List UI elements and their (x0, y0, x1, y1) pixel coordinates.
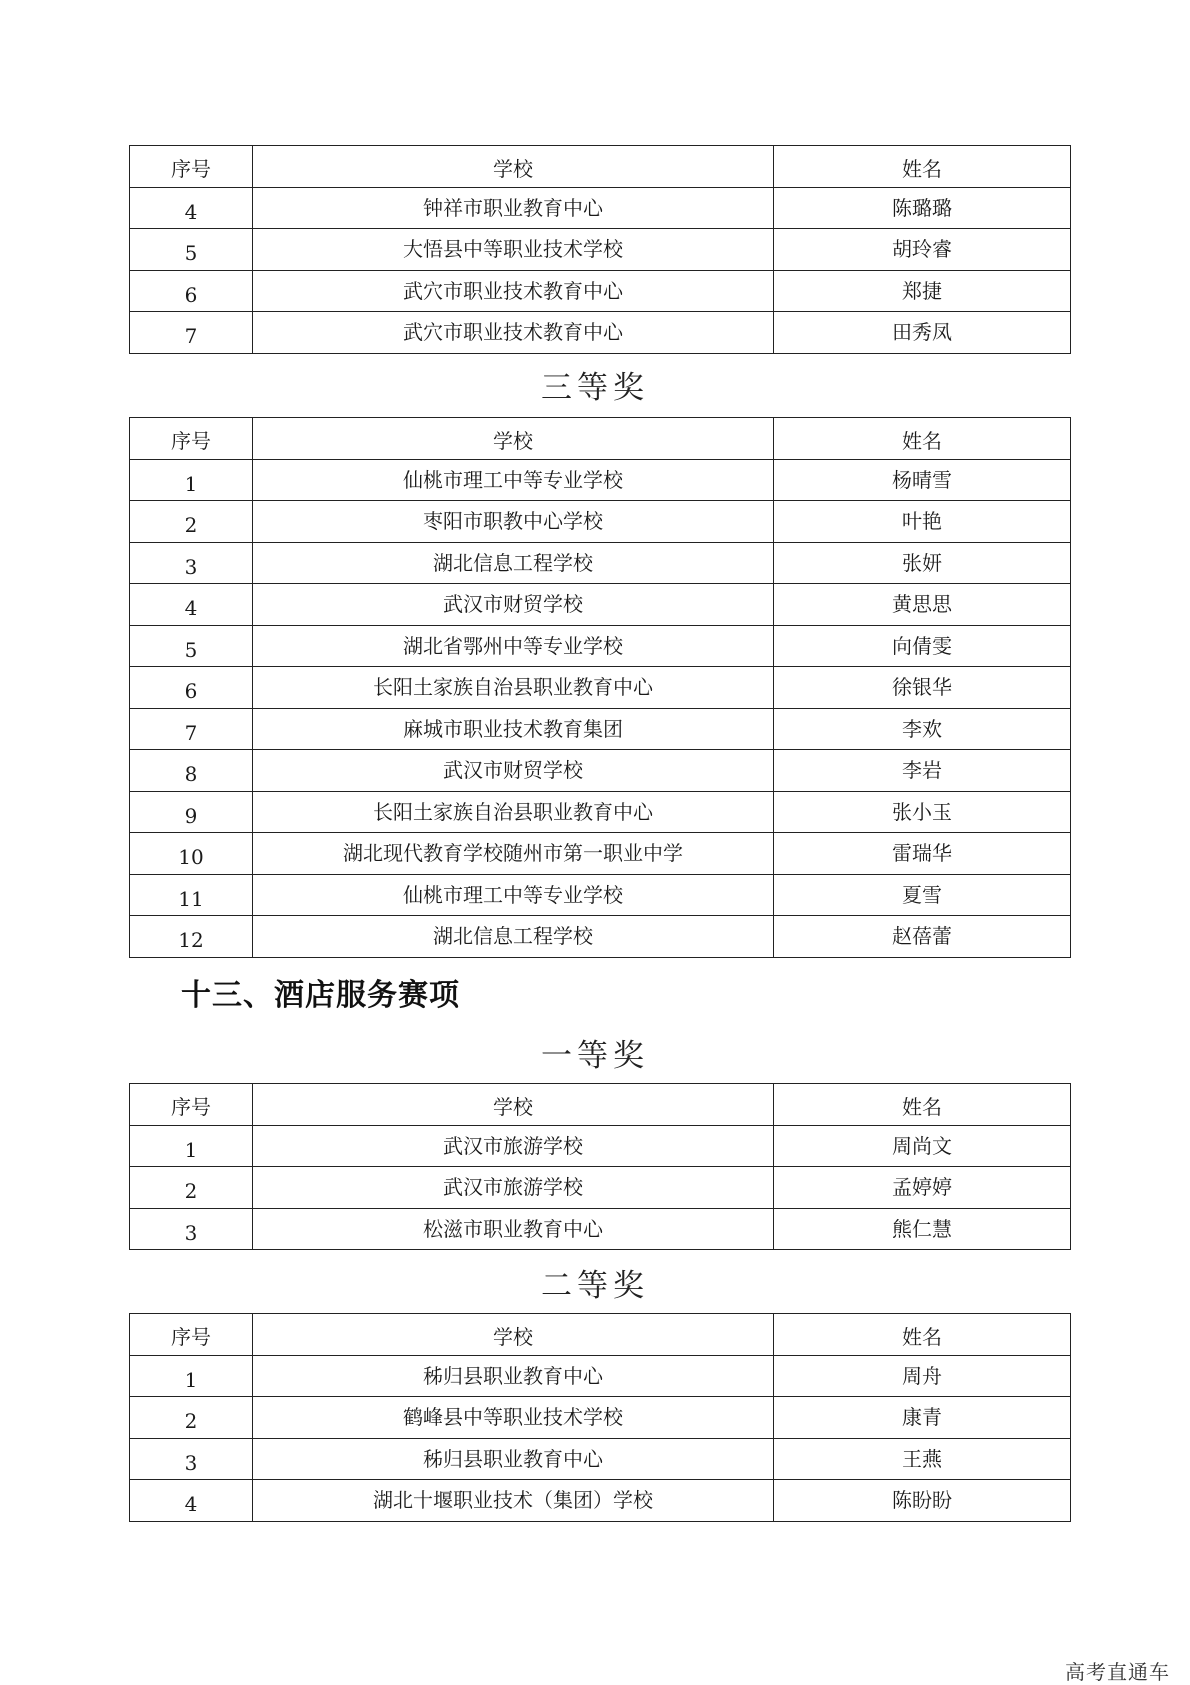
award-table-3 (129, 1083, 1071, 1250)
cell-name: 郑捷 (774, 270, 1071, 312)
cell-num: 5 (130, 229, 253, 271)
cell-num: 10 (130, 833, 253, 875)
cell-name: 周舟 (774, 1355, 1071, 1397)
header-name: 姓名 (774, 418, 1071, 460)
cell-name: 王燕 (774, 1438, 1071, 1480)
cell-name: 向倩雯 (774, 625, 1071, 667)
cell-school: 武汉市财贸学校 (253, 584, 774, 626)
cell-school: 湖北信息工程学校 (253, 916, 774, 958)
cell-name: 张小玉 (774, 791, 1071, 833)
cell-num: 7 (130, 312, 253, 354)
table-row (130, 1480, 1071, 1522)
cell-name: 徐银华 (774, 667, 1071, 709)
cell-name: 周尚文 (774, 1125, 1071, 1167)
cell-name: 黄思思 (774, 584, 1071, 626)
award-table-2 (129, 417, 1071, 958)
table-header-row (130, 146, 1071, 188)
cell-school: 仙桃市理工中等专业学校 (253, 459, 774, 501)
table-row (130, 1125, 1071, 1167)
cell-school: 武穴市职业技术教育中心 (253, 312, 774, 354)
cell-school: 麻城市职业技术教育集团 (253, 708, 774, 750)
cell-num: 12 (130, 916, 253, 958)
cell-num: 9 (130, 791, 253, 833)
table-row (130, 1355, 1071, 1397)
cell-name: 雷瑞华 (774, 833, 1071, 875)
header-school: 学校 (253, 1314, 774, 1356)
award-level-title: 三等奖 (541, 370, 649, 406)
cell-school: 大悟县中等职业技术学校 (253, 229, 774, 271)
cell-school: 湖北省鄂州中等专业学校 (253, 625, 774, 667)
cell-num: 2 (130, 501, 253, 543)
cell-school: 枣阳市职教中心学校 (253, 501, 774, 543)
cell-name: 孟婷婷 (774, 1167, 1071, 1209)
cell-school: 秭归县职业教育中心 (253, 1438, 774, 1480)
table-row (130, 916, 1071, 958)
header-num: 序号 (130, 146, 253, 188)
cell-school: 武汉市财贸学校 (253, 750, 774, 792)
cell-name: 陈璐璐 (774, 187, 1071, 229)
table-header-row (130, 1084, 1071, 1126)
cell-school: 鹤峰县中等职业技术学校 (253, 1397, 774, 1439)
award-level-title: 二等奖 (541, 1268, 649, 1304)
table-row (130, 270, 1071, 312)
header-school: 学校 (253, 1084, 774, 1126)
table-row (130, 708, 1071, 750)
cell-num: 8 (130, 750, 253, 792)
cell-num: 3 (130, 542, 253, 584)
cell-num: 6 (130, 270, 253, 312)
cell-num: 4 (130, 584, 253, 626)
table-row (130, 584, 1071, 626)
cell-num: 1 (130, 1355, 253, 1397)
table-row (130, 542, 1071, 584)
cell-name: 张妍 (774, 542, 1071, 584)
table-row (130, 1397, 1071, 1439)
cell-num: 2 (130, 1167, 253, 1209)
header-school: 学校 (253, 146, 774, 188)
award-table-1 (129, 145, 1071, 354)
cell-name: 康青 (774, 1397, 1071, 1439)
table-row (130, 1167, 1071, 1209)
cell-num: 1 (130, 459, 253, 501)
cell-num: 11 (130, 874, 253, 916)
cell-school: 武汉市旅游学校 (253, 1167, 774, 1209)
cell-school: 钟祥市职业教育中心 (253, 187, 774, 229)
cell-name: 李岩 (774, 750, 1071, 792)
cell-name: 胡玲睿 (774, 229, 1071, 271)
cell-school: 武汉市旅游学校 (253, 1125, 774, 1167)
award-table-4 (129, 1313, 1071, 1522)
watermark: 高考直通车 (1065, 1660, 1170, 1684)
table-row (130, 667, 1071, 709)
table-row (130, 312, 1071, 354)
cell-num: 6 (130, 667, 253, 709)
table-row (130, 874, 1071, 916)
table-header-row (130, 1314, 1071, 1356)
table-header-row (130, 418, 1071, 460)
cell-school: 长阳土家族自治县职业教育中心 (253, 791, 774, 833)
cell-school: 松滋市职业教育中心 (253, 1208, 774, 1250)
cell-num: 5 (130, 625, 253, 667)
cell-name: 赵蓓蕾 (774, 916, 1071, 958)
header-name: 姓名 (774, 146, 1071, 188)
header-name: 姓名 (774, 1314, 1071, 1356)
table-row (130, 750, 1071, 792)
cell-name: 夏雪 (774, 874, 1071, 916)
table-row (130, 229, 1071, 271)
cell-num: 3 (130, 1438, 253, 1480)
section-title: 十三、酒店服务赛项 (181, 978, 460, 1013)
cell-name: 陈盼盼 (774, 1480, 1071, 1522)
cell-num: 7 (130, 708, 253, 750)
table-row (130, 1208, 1071, 1250)
cell-name: 杨晴雪 (774, 459, 1071, 501)
cell-num: 4 (130, 1480, 253, 1522)
cell-school: 仙桃市理工中等专业学校 (253, 874, 774, 916)
cell-name: 叶艳 (774, 501, 1071, 543)
cell-num: 2 (130, 1397, 253, 1439)
cell-num: 3 (130, 1208, 253, 1250)
cell-num: 1 (130, 1125, 253, 1167)
table-row (130, 501, 1071, 543)
cell-num: 4 (130, 187, 253, 229)
cell-name: 李欢 (774, 708, 1071, 750)
header-num: 序号 (130, 418, 253, 460)
table-row (130, 459, 1071, 501)
cell-name: 熊仁慧 (774, 1208, 1071, 1250)
cell-school: 秭归县职业教育中心 (253, 1355, 774, 1397)
cell-name: 田秀凤 (774, 312, 1071, 354)
table-row (130, 187, 1071, 229)
header-name: 姓名 (774, 1084, 1071, 1126)
table-row (130, 1438, 1071, 1480)
cell-school: 武穴市职业技术教育中心 (253, 270, 774, 312)
table-row (130, 791, 1071, 833)
cell-school: 湖北信息工程学校 (253, 542, 774, 584)
cell-school: 湖北十堰职业技术（集团）学校 (253, 1480, 774, 1522)
award-level-title: 一等奖 (541, 1038, 649, 1074)
cell-school: 长阳土家族自治县职业教育中心 (253, 667, 774, 709)
cell-school: 湖北现代教育学校随州市第一职业中学 (253, 833, 774, 875)
header-num: 序号 (130, 1314, 253, 1356)
table-row (130, 833, 1071, 875)
header-school: 学校 (253, 418, 774, 460)
table-row (130, 625, 1071, 667)
header-num: 序号 (130, 1084, 253, 1126)
